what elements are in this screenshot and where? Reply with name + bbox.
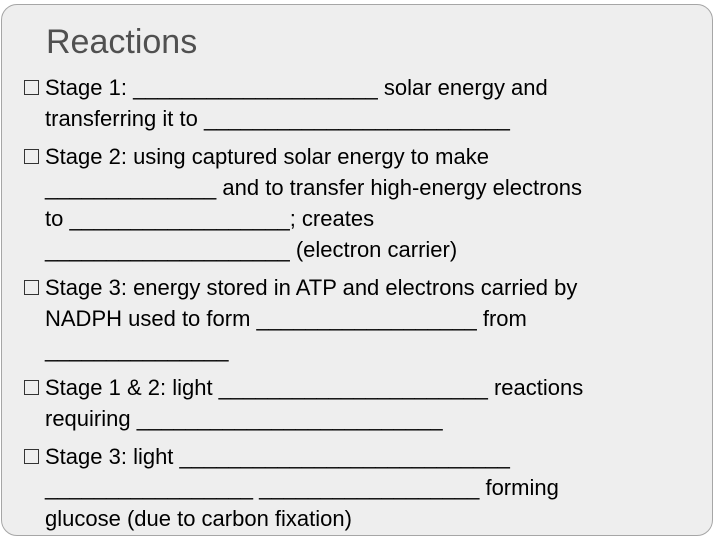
bullet-box-icon (24, 280, 39, 295)
bullet-text-line: Stage 3: energy stored in ATP and electrons carried by (45, 275, 578, 300)
bullet-stage-1-2 (24, 372, 704, 434)
slide-title: Reactions (46, 23, 198, 61)
bullet-text-line: _______________ (45, 337, 229, 362)
bullet-text-line: requiring _________________________ (45, 406, 443, 431)
bullet-box-icon (24, 449, 39, 464)
bullet-box-icon (24, 380, 39, 395)
bullet-box-icon (24, 149, 39, 164)
bullet-text-line: Stage 2: using captured solar energy to make (45, 144, 489, 169)
bullet-stage-3 (24, 272, 704, 365)
bullet-text-line: NADPH used to form __________________ from (45, 306, 527, 331)
bullet-text-line: _________________ __________________ forming (45, 475, 559, 500)
bullet-text-line: to __________________; creates (45, 206, 375, 231)
bullet-text-line: ______________ and to transfer high-energy electrons (45, 175, 582, 200)
bullet-stage-3-light (24, 441, 704, 534)
bullet-text-line: ____________________ (electron carrier) (45, 237, 458, 262)
bullet-text-line: Stage 3: light ___________________________ (45, 444, 510, 469)
bullet-text-line: Stage 1 & 2: light ______________________ reactions (45, 375, 584, 400)
bullet-text-line: Stage 1: ____________________ solar energy and (45, 75, 548, 100)
slide (1, 4, 713, 536)
bullet-stage-2 (24, 141, 704, 265)
bullet-text-line: glucose (due to carbon fixation) (45, 506, 352, 531)
bullet-text-line: transferring it to _________________________ (45, 106, 510, 131)
bullet-list (24, 72, 704, 534)
bullet-box-icon (24, 80, 39, 95)
bullet-stage-1 (24, 72, 704, 134)
